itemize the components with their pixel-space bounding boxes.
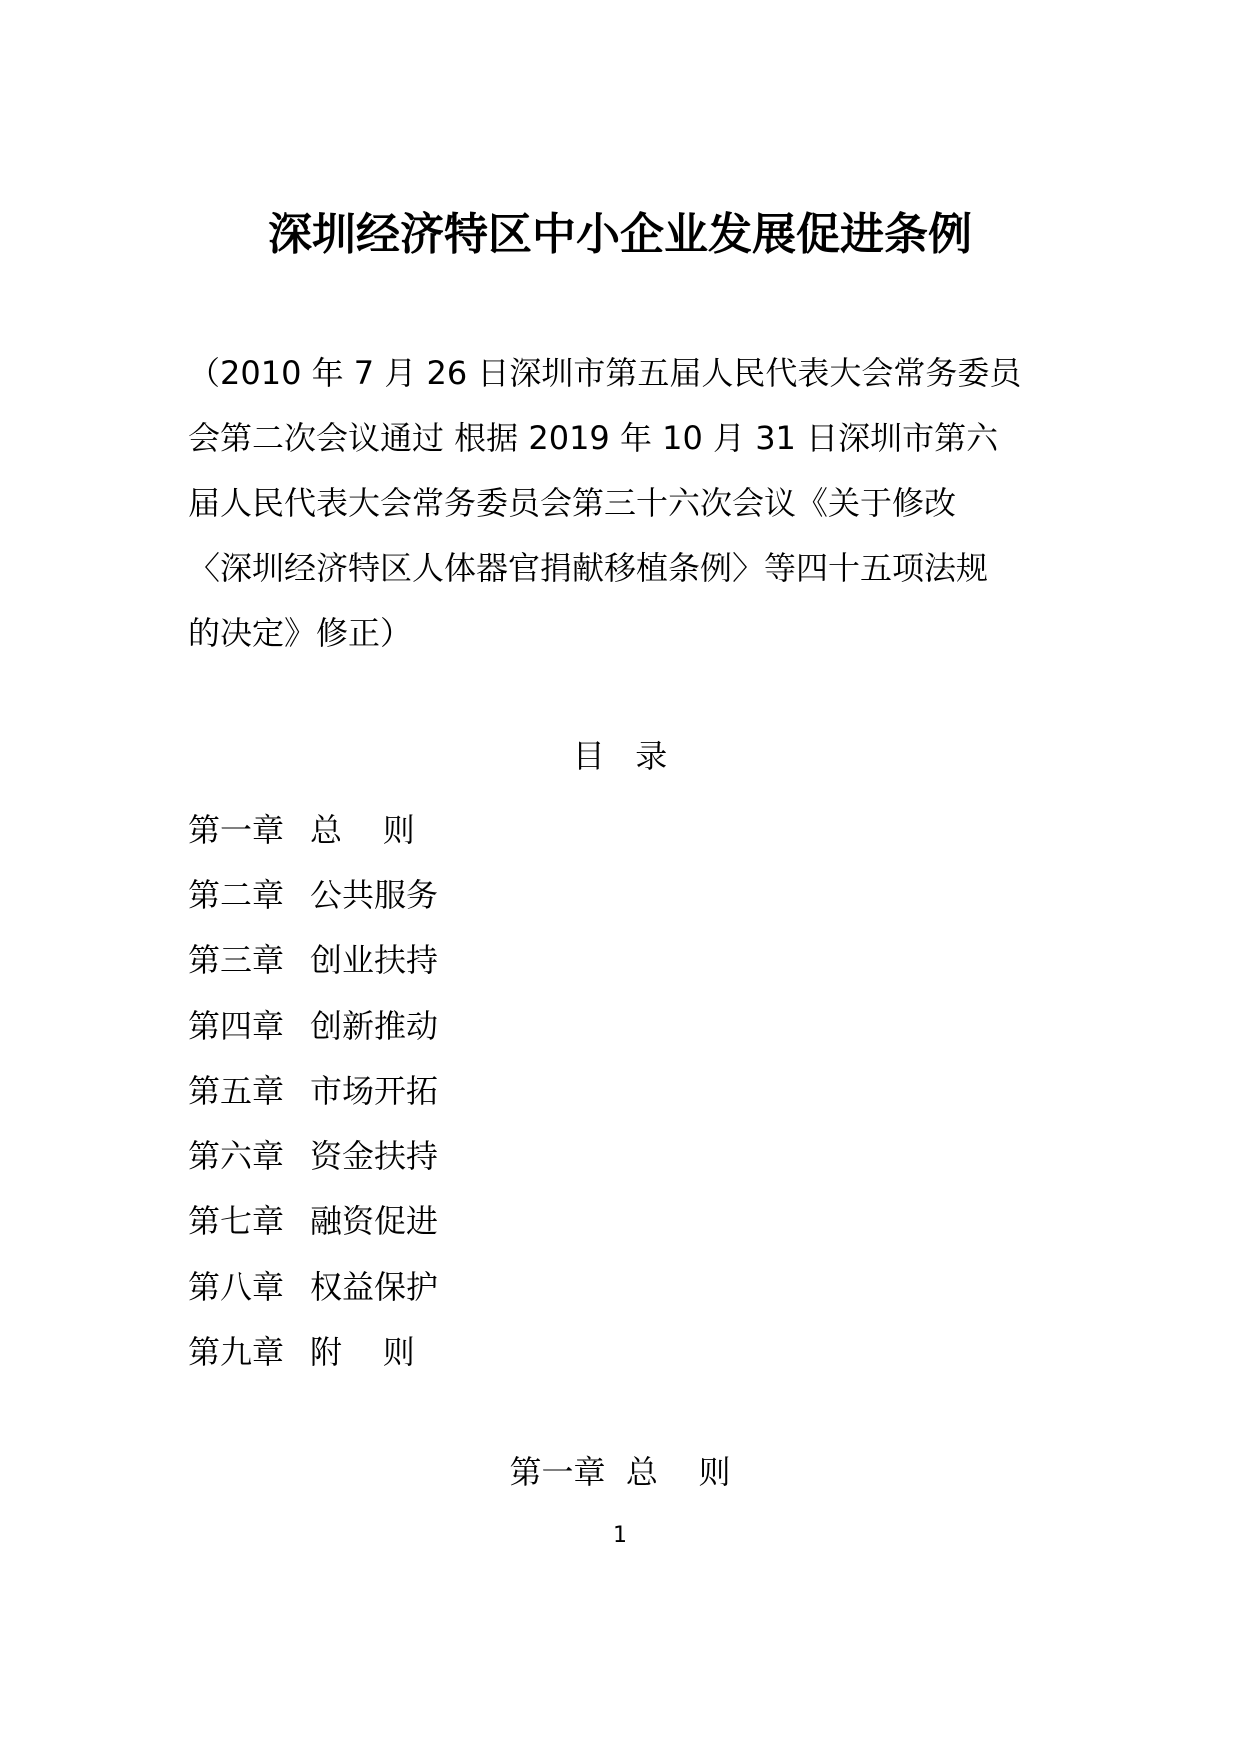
document-title: 深圳经济特区中小企业发展促进条例 [268,209,972,260]
toc-chapter-name: 市场开拓 [310,1071,439,1110]
toc-chapter-name: 总 则 [310,810,415,849]
toc-chapter-number: 第七章 [188,1202,285,1241]
adoption-note-line: 会第二次会议通过 根据 2019 年 10 月 31 日深圳市第六 [188,419,999,457]
toc-item-chapter-5 [188,1056,438,1121]
adoption-note [188,341,1068,666]
adoption-note-line: 的决定》修正） [188,614,413,652]
toc-item-chapter-6 [188,1121,438,1186]
toc-chapter-name: 资金扶持 [310,1137,439,1176]
adoption-note-line: 〈深圳经济特区人体器官捐献移植条例〉等四十五项法规 [188,549,989,587]
toc-chapter-number: 第六章 [188,1137,285,1176]
adoption-note-line: 届人民代表大会常务委员会第三十六次会议《关于修改 [188,484,957,522]
chapter-heading: 第一章 总 则 [509,1453,731,1491]
toc-chapter-name: 权益保护 [310,1267,439,1306]
toc-item-chapter-9 [188,1317,438,1382]
toc-chapter-number: 第三章 [188,941,285,980]
table-of-contents [188,795,438,1383]
toc-chapter-number: 第二章 [188,875,285,914]
adoption-note-line: （2010 年 7 月 26 日深圳市第五届人民代表大会常务委员 [188,354,1022,392]
toc-chapter-name: 公共服务 [310,875,439,914]
toc-chapter-number: 第八章 [188,1267,285,1306]
toc-chapter-number: 第九章 [188,1333,285,1372]
toc-chapter-number: 第四章 [188,1006,285,1045]
toc-chapter-name: 创新推动 [310,1006,439,1045]
toc-item-chapter-2 [188,860,438,925]
toc-item-chapter-8 [188,1252,438,1317]
toc-chapter-name: 附 则 [310,1333,415,1372]
toc-item-chapter-3 [188,926,438,991]
toc-item-chapter-7 [188,1187,438,1252]
toc-item-chapter-4 [188,991,438,1056]
toc-chapter-name: 融资促进 [310,1202,439,1241]
toc-chapter-number: 第一章 [188,810,285,849]
page-number: 1 [613,1523,627,1548]
toc-chapter-number: 第五章 [188,1071,285,1110]
toc-item-chapter-1 [188,795,438,860]
toc-heading: 目 录 [572,737,668,775]
toc-chapter-name: 创业扶持 [310,941,439,980]
